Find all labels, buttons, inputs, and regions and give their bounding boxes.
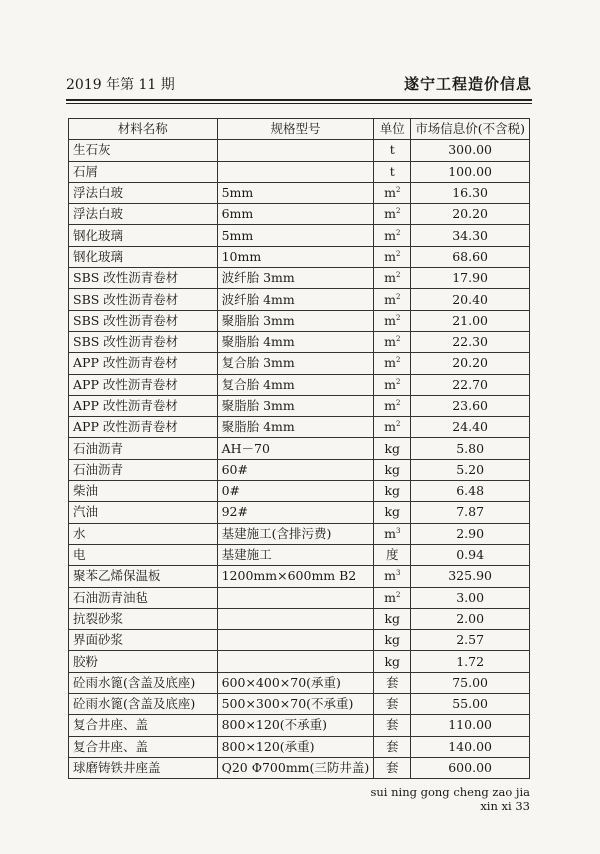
unit-symbol: m xyxy=(384,248,396,264)
table-row xyxy=(69,310,530,331)
table-row xyxy=(69,481,530,502)
unit-cell xyxy=(374,374,411,395)
material-name-cell: 石油沥青 xyxy=(69,459,218,480)
unit-symbol: 套 xyxy=(386,738,399,754)
price-cell: 7.87 xyxy=(411,502,530,523)
material-name-cell: SBS 改性沥青卷材 xyxy=(69,268,218,289)
unit-symbol: kg xyxy=(384,610,401,626)
material-name-cell: 抗裂砂浆 xyxy=(69,608,218,629)
unit-cell xyxy=(374,672,411,693)
table-row xyxy=(69,544,530,565)
unit-cell xyxy=(374,736,411,757)
unit-exponent: 2 xyxy=(395,335,401,344)
page-header xyxy=(66,70,532,96)
price-cell: 100.00 xyxy=(411,161,530,182)
unit-cell xyxy=(374,289,411,310)
spec-cell xyxy=(217,630,374,651)
unit-cell xyxy=(374,459,411,480)
unit-symbol: m xyxy=(384,398,396,413)
price-cell: 6.48 xyxy=(411,481,530,502)
table-row xyxy=(69,417,530,438)
table-row xyxy=(69,395,530,416)
table-row xyxy=(69,672,530,693)
material-name-cell: APP 改性沥青卷材 xyxy=(69,417,218,438)
material-name-cell: 球磨铸铁井座盖 xyxy=(69,757,218,778)
table-row xyxy=(69,140,530,161)
unit-symbol: m xyxy=(384,227,396,243)
price-cell: 22.30 xyxy=(411,331,530,352)
unit-exponent: 2 xyxy=(395,271,401,280)
table-row xyxy=(69,353,530,374)
material-name-cell: 界面砂浆 xyxy=(69,630,218,651)
unit-exponent: 2 xyxy=(395,207,401,216)
price-cell: 600.00 xyxy=(411,757,530,778)
unit-symbol: kg xyxy=(384,483,401,499)
unit-cell xyxy=(374,566,411,587)
table-row xyxy=(69,630,530,651)
price-cell: 325.90 xyxy=(411,566,530,587)
unit-cell xyxy=(374,694,411,715)
material-name-cell: 聚苯乙烯保温板 xyxy=(69,566,218,587)
column-header-unit: 单位 xyxy=(374,119,411,140)
price-cell: 5.20 xyxy=(411,459,530,480)
unit-symbol: 度 xyxy=(386,547,399,563)
material-name-cell: APP 改性沥青卷材 xyxy=(69,353,218,374)
unit-exponent: 3 xyxy=(395,526,401,535)
material-name-cell: 汽油 xyxy=(69,502,218,523)
price-cell: 68.60 xyxy=(411,246,530,267)
column-header-spec: 规格型号 xyxy=(217,119,374,140)
unit-exponent: 2 xyxy=(395,377,401,386)
material-name-cell: 钢化玻璃 xyxy=(69,225,218,246)
price-cell: 3.00 xyxy=(411,587,530,608)
material-name-cell: 水 xyxy=(69,523,218,544)
spec-cell xyxy=(217,608,374,629)
table-row xyxy=(69,331,530,352)
unit-cell xyxy=(374,523,411,544)
spec-cell: 1200mm×600mm B2 xyxy=(217,566,374,587)
unit-symbol: m xyxy=(384,334,396,350)
table-row xyxy=(69,225,530,246)
unit-cell xyxy=(374,438,411,459)
spec-cell: 60# xyxy=(217,459,374,480)
material-name-cell: 柴油 xyxy=(69,481,218,502)
material-name-cell: 石油沥青油毡 xyxy=(69,587,218,608)
unit-cell xyxy=(374,161,411,182)
spec-cell: 5mm xyxy=(217,182,374,203)
unit-symbol: m xyxy=(384,206,396,222)
price-cell: 5.80 xyxy=(411,438,530,459)
unit-symbol: m xyxy=(384,525,396,541)
unit-exponent: 2 xyxy=(395,249,401,258)
spec-cell xyxy=(217,140,374,161)
material-name-cell: 电 xyxy=(69,544,218,565)
table-row xyxy=(69,246,530,267)
spec-cell: 波纤胎 3mm xyxy=(217,268,374,289)
unit-symbol: 套 xyxy=(386,717,399,733)
unit-cell xyxy=(374,502,411,523)
spec-cell: 基建施工 xyxy=(217,544,374,565)
spec-cell: 聚脂胎 3mm xyxy=(217,310,374,331)
page-footer: sui ning gong cheng zao jia xin xi 33 xyxy=(370,785,530,813)
unit-symbol: m xyxy=(384,270,396,286)
unit-symbol: 套 xyxy=(386,760,399,776)
table-row xyxy=(69,374,530,395)
material-name-cell: SBS 改性沥青卷材 xyxy=(69,331,218,352)
spec-cell: 5mm xyxy=(217,225,374,246)
spec-cell: 复合胎 4mm xyxy=(217,374,374,395)
price-cell: 34.30 xyxy=(411,225,530,246)
table-header-row xyxy=(69,119,530,140)
price-cell: 24.40 xyxy=(411,417,530,438)
price-cell: 1.72 xyxy=(411,651,530,672)
header-rule-thin xyxy=(66,103,532,104)
unit-symbol: m xyxy=(384,185,396,201)
spec-cell: 聚脂胎 3mm xyxy=(217,395,374,416)
unit-cell xyxy=(374,587,411,608)
header-rule-thick xyxy=(66,99,532,101)
table-row xyxy=(69,268,530,289)
table-row xyxy=(69,459,530,480)
spec-cell: 10mm xyxy=(217,246,374,267)
price-cell: 23.60 xyxy=(411,395,530,416)
table-row xyxy=(69,715,530,736)
price-cell: 0.94 xyxy=(411,544,530,565)
price-cell: 75.00 xyxy=(411,672,530,693)
spec-cell: 基建施工(含排污费) xyxy=(217,523,374,544)
spec-cell: AH－70 xyxy=(217,438,374,459)
unit-exponent: 2 xyxy=(395,313,401,322)
price-cell: 16.30 xyxy=(411,182,530,203)
material-name-cell: SBS 改性沥青卷材 xyxy=(69,310,218,331)
spec-cell xyxy=(217,161,374,182)
unit-symbol: kg xyxy=(384,632,401,648)
unit-cell xyxy=(374,481,411,502)
unit-symbol: t xyxy=(389,142,395,158)
table-row xyxy=(69,502,530,523)
unit-symbol: m xyxy=(384,291,396,307)
spec-cell: 聚脂胎 4mm xyxy=(217,417,374,438)
unit-symbol: 套 xyxy=(386,674,399,690)
price-cell: 2.57 xyxy=(411,630,530,651)
table-row xyxy=(69,608,530,629)
unit-cell xyxy=(374,204,411,225)
unit-cell xyxy=(374,268,411,289)
price-cell: 140.00 xyxy=(411,736,530,757)
unit-cell xyxy=(374,395,411,416)
table-row xyxy=(69,651,530,672)
price-cell: 20.40 xyxy=(411,289,530,310)
unit-symbol: m xyxy=(384,355,396,371)
column-header-price: 市场信息价(不含税) xyxy=(411,119,530,140)
spec-cell: 聚脂胎 4mm xyxy=(217,331,374,352)
material-name-cell: 浮法白玻 xyxy=(69,182,218,203)
unit-exponent: 2 xyxy=(395,228,401,237)
table-row xyxy=(69,566,530,587)
price-table xyxy=(68,118,530,779)
unit-cell xyxy=(374,353,411,374)
unit-symbol: m xyxy=(384,376,396,392)
material-name-cell: SBS 改性沥青卷材 xyxy=(69,289,218,310)
table-row xyxy=(69,289,530,310)
publication-title: 遂宁工程造价信息 xyxy=(403,75,532,93)
table-row xyxy=(69,161,530,182)
price-cell: 300.00 xyxy=(411,140,530,161)
spec-cell: 92# xyxy=(217,502,374,523)
unit-cell xyxy=(374,310,411,331)
unit-exponent: 3 xyxy=(395,569,401,578)
price-cell: 2.90 xyxy=(411,523,530,544)
material-name-cell: 复合井座、盖 xyxy=(69,736,218,757)
unit-cell xyxy=(374,651,411,672)
unit-cell xyxy=(374,182,411,203)
unit-exponent: 2 xyxy=(395,186,401,195)
price-cell: 22.70 xyxy=(411,374,530,395)
unit-cell xyxy=(374,225,411,246)
spec-cell: 0# xyxy=(217,481,374,502)
material-name-cell: 石油沥青 xyxy=(69,438,218,459)
table-row xyxy=(69,736,530,757)
unit-cell xyxy=(374,715,411,736)
spec-cell xyxy=(217,587,374,608)
spec-cell: 600×400×70(承重) xyxy=(217,672,374,693)
spec-cell: 800×120(不承重) xyxy=(217,715,374,736)
unit-cell xyxy=(374,140,411,161)
material-name-cell: APP 改性沥青卷材 xyxy=(69,395,218,416)
price-cell: 55.00 xyxy=(411,694,530,715)
unit-cell xyxy=(374,246,411,267)
unit-symbol: kg xyxy=(384,440,401,456)
unit-exponent: 2 xyxy=(395,399,401,407)
price-cell: 20.20 xyxy=(411,353,530,374)
price-cell: 21.00 xyxy=(411,310,530,331)
spec-cell: 6mm xyxy=(217,204,374,225)
spec-cell: 500×300×70(不承重) xyxy=(217,694,374,715)
material-name-cell: 胶粉 xyxy=(69,651,218,672)
table-row xyxy=(69,438,530,459)
material-name-cell: 生石灰 xyxy=(69,140,218,161)
material-name-cell: 钢化玻璃 xyxy=(69,246,218,267)
table-row xyxy=(69,523,530,544)
unit-cell xyxy=(374,757,411,778)
table-row xyxy=(69,587,530,608)
price-cell: 17.90 xyxy=(411,268,530,289)
unit-symbol: t xyxy=(389,163,395,179)
issue-label: 2019 年第 11 期 xyxy=(66,77,175,93)
unit-cell xyxy=(374,417,411,438)
material-name-cell: 浮法白玻 xyxy=(69,204,218,225)
table-row xyxy=(69,204,530,225)
unit-cell xyxy=(374,331,411,352)
spec-cell: 波纤胎 4mm xyxy=(217,289,374,310)
material-name-cell: APP 改性沥青卷材 xyxy=(69,374,218,395)
table-row xyxy=(69,694,530,715)
material-name-cell: 砼雨水篦(含盖及底座) xyxy=(69,672,218,693)
unit-symbol: m xyxy=(384,568,396,584)
spec-cell: Q20 Φ700mm(三防井盖) xyxy=(217,757,374,778)
table-body xyxy=(69,140,530,779)
material-name-cell: 复合井座、盖 xyxy=(69,715,218,736)
price-cell: 2.00 xyxy=(411,608,530,629)
price-cell: 110.00 xyxy=(411,715,530,736)
table-row xyxy=(69,757,530,778)
unit-symbol: kg xyxy=(384,461,401,477)
material-name-cell: 砼雨水篦(含盖及底座) xyxy=(69,694,218,715)
material-name-cell: 石屑 xyxy=(69,161,218,182)
unit-exponent: 2 xyxy=(395,356,401,365)
unit-symbol: kg xyxy=(384,504,401,520)
table-row xyxy=(69,182,530,203)
unit-cell xyxy=(374,544,411,565)
unit-symbol: m xyxy=(384,419,396,435)
unit-symbol: m xyxy=(384,312,396,328)
spec-cell xyxy=(217,651,374,672)
column-header-name: 材料名称 xyxy=(69,119,218,140)
price-cell: 20.20 xyxy=(411,204,530,225)
unit-symbol: m xyxy=(384,589,396,605)
spec-cell: 复合胎 3mm xyxy=(217,353,374,374)
unit-exponent: 2 xyxy=(395,420,401,429)
unit-exponent: 2 xyxy=(395,292,401,301)
unit-exponent: 2 xyxy=(395,590,401,599)
spec-cell: 800×120(承重) xyxy=(217,736,374,757)
unit-symbol: kg xyxy=(384,653,401,669)
unit-symbol: 套 xyxy=(386,696,399,712)
unit-cell xyxy=(374,630,411,651)
unit-cell xyxy=(374,608,411,629)
